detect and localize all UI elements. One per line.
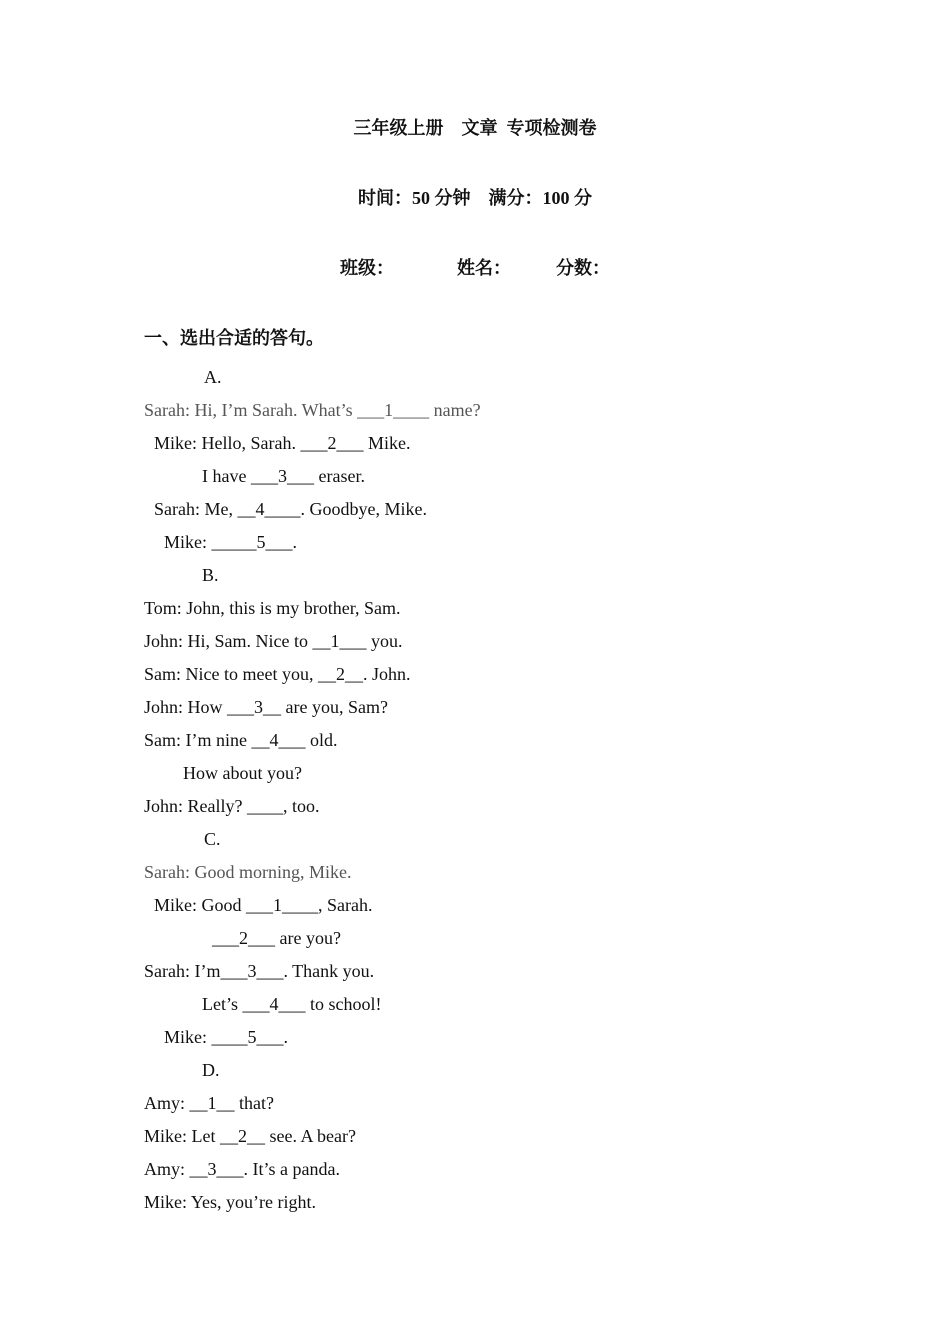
dialogue-a-line-2: Mike: Hello, Sarah. ___2___ Mike.	[154, 433, 411, 453]
dialogue-b-label: B.	[202, 565, 219, 585]
dialogue-c-line-4: Sarah: I’m___3___. Thank you.	[144, 961, 375, 981]
dialogue-c-line-5: Let’s ___4___ to school!	[202, 994, 382, 1014]
dialogue-c-line-3: ___2___ are you?	[212, 928, 341, 948]
dialogue-a-label: A.	[204, 367, 222, 387]
dialogue-a-line-4: Sarah: Me, __4____. Goodbye, Mike.	[154, 499, 427, 519]
dialogue-a-line-3: I have ___3___ eraser.	[202, 466, 365, 486]
time-score-info: 时间：50 分钟 满分：100 分	[358, 188, 592, 208]
dialogue-d-label: D.	[202, 1060, 220, 1080]
dialogue-d-line-1: Amy: __1__ that?	[144, 1093, 274, 1113]
dialogue-a-line-5: Mike: _____5___.	[164, 532, 297, 552]
dialogue-d-line-3: Amy: __3___. It’s a panda.	[144, 1159, 340, 1179]
dialogue-b-line-3: Sam: Nice to meet you, __2__. John.	[144, 664, 411, 684]
dialogue-c-line-6: Mike: ____5___.	[164, 1027, 288, 1047]
dialogue-d-line-4: Mike: Yes, you’re right.	[144, 1192, 316, 1212]
dialogue-b-line-5: Sam: I’m nine __4___ old.	[144, 730, 338, 750]
dialogue-c-line-1: Sarah: Good morning, Mike.	[144, 862, 352, 882]
dialogue-c-label: C.	[204, 829, 221, 849]
document-title: 三年级上册 文章 专项检测卷	[353, 118, 597, 138]
dialogue-b-line-4: John: How ___3__ are you, Sam?	[144, 697, 388, 717]
section-1-title: 一、选出合适的答句。	[144, 328, 324, 348]
dialogue-c-line-2: Mike: Good ___1____, Sarah.	[154, 895, 373, 915]
dialogue-b-line-6: How about you?	[183, 763, 302, 783]
dialogue-b-line-7: John: Really? ____, too.	[144, 796, 320, 816]
dialogue-a-line-1: Sarah: Hi, I’m Sarah. What’s ___1____ name?	[144, 400, 481, 420]
dialogue-d-line-2: Mike: Let __2__ see. A bear?	[144, 1126, 356, 1146]
student-info-fields: 班级： 姓名： 分数：	[340, 258, 610, 278]
dialogue-b-line-1: Tom: John, this is my brother, Sam.	[144, 598, 401, 618]
dialogue-b-line-2: John: Hi, Sam. Nice to __1___ you.	[144, 631, 403, 651]
